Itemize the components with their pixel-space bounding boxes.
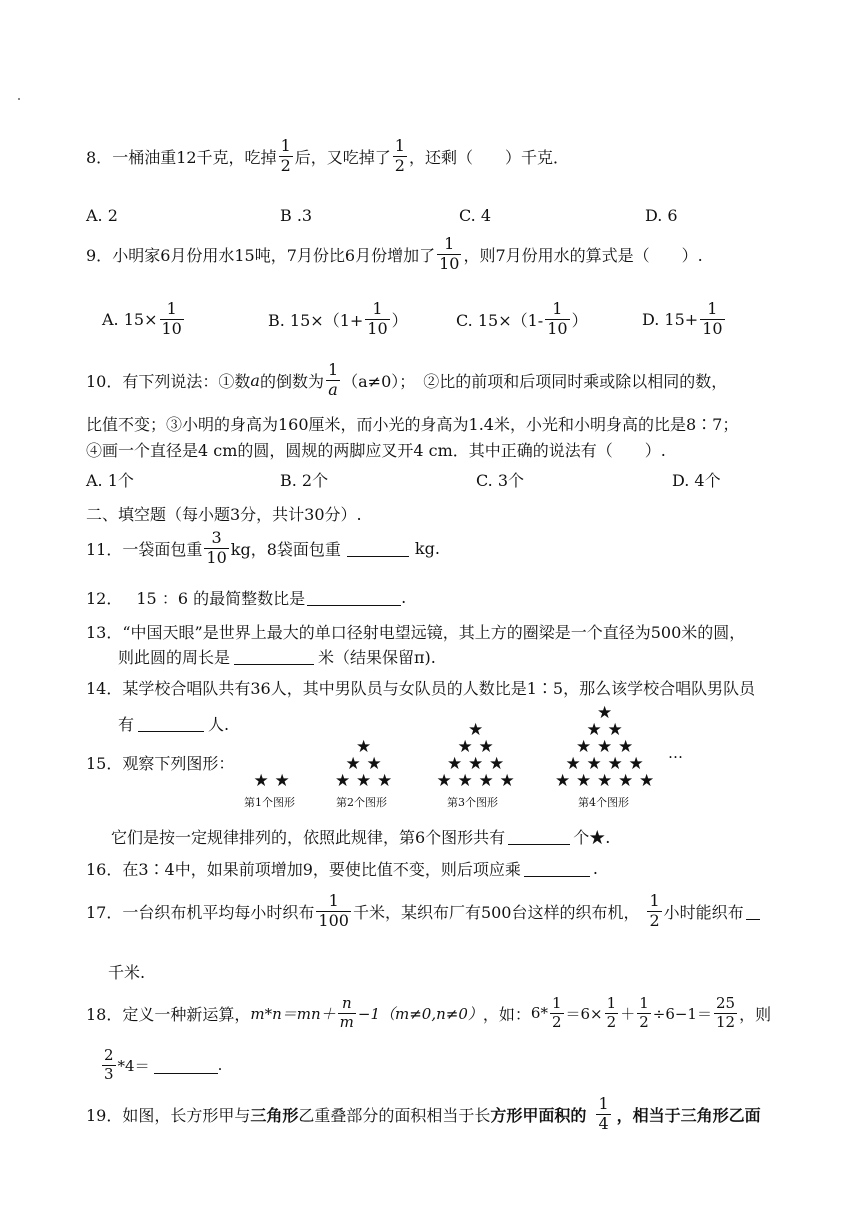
q18-example-2: ＝6× — [565, 1004, 603, 1023]
q13-text-2: 则此圆的周长是 — [118, 648, 231, 667]
q18-fraction-line2: $\frac{2}{3}$ — [104, 1046, 114, 1083]
star-icon: ★ — [356, 771, 372, 791]
q18-answer-blank[interactable] — [154, 1057, 218, 1074]
question-15 — [86, 751, 234, 774]
star-icon: ★ — [597, 703, 613, 723]
q18-example-1: 6* — [530, 1004, 548, 1023]
star-icon: ★ — [628, 754, 644, 774]
question-8 — [86, 138, 569, 175]
question-18 — [86, 996, 771, 1031]
star-icon: ★ — [478, 771, 494, 791]
q17-fraction-1: $\frac{1}{100}$ — [318, 891, 349, 930]
star-icon: ★ — [478, 737, 494, 757]
q19-text-1: 如图，长方形甲与 — [122, 1105, 251, 1125]
q8-text-1: 一桶油重12千克，吃掉 — [112, 147, 277, 167]
star-icon: ★ — [607, 754, 623, 774]
q18-fraction-b: $\frac{1}{2}$ — [606, 994, 617, 1031]
q8-option-d: D. 6 — [645, 206, 678, 225]
q10-line-2: 比值不变；③小明的身高为160厘米，而小光的身高为1.4米，小光和小明身高的比是8∶7； — [86, 415, 739, 434]
question-13 — [86, 620, 745, 643]
q11-text-2: kg，8袋面包重 — [230, 539, 341, 559]
q14-text-2: 有 — [118, 715, 135, 734]
star-icon: ★ — [576, 737, 592, 757]
q13-number: 13． — [86, 623, 123, 642]
q18-example-4: ÷6−1＝ — [652, 1004, 712, 1023]
q18-fraction-nm: $\frac{n}{m}$ — [339, 994, 354, 1031]
q19-number: 19． — [86, 1105, 123, 1125]
q9-text-2: ，则7月份用水的算式是（ ）. — [463, 245, 703, 265]
q19-bold-3: ，相当于三角形乙面 — [616, 1105, 761, 1125]
q10-text-1: 有下列说法：①数 — [122, 371, 251, 391]
figure-3-caption: 第3个图形 — [447, 796, 498, 809]
star-icon: ★ — [639, 771, 655, 791]
q8-fraction-1: $\frac{1}{2}$ — [280, 136, 291, 175]
question-18-line-2 — [100, 1048, 222, 1083]
question-14-line-2 — [118, 712, 229, 735]
q18-text-1: 定义一种新运算， — [122, 1004, 251, 1024]
q12-text-1: 15 ：6 的最简整数比是 — [136, 589, 306, 608]
star-icon: ★ — [597, 771, 613, 791]
q11-number: 11． — [86, 539, 123, 559]
q15-number: 15． — [86, 754, 123, 773]
q12-answer-blank[interactable] — [307, 589, 401, 606]
q10-option-b: B. 2个 — [280, 471, 329, 490]
star-icon: ★ — [366, 754, 382, 774]
figure-1-caption: 第1个图形 — [244, 796, 295, 809]
star-icon: ★ — [457, 737, 473, 757]
q10-text-2: 的倒数为 — [259, 371, 324, 391]
star-icon: ★ — [345, 754, 361, 774]
q8-option-b: B .3 — [280, 206, 313, 225]
q17-answer-blank[interactable] — [746, 903, 760, 920]
question-11 — [86, 530, 440, 567]
q14-text-3: 人. — [208, 715, 230, 734]
q10-option-c: C. 3个 — [476, 471, 525, 490]
question-10 — [86, 362, 727, 399]
question-13-line-2 — [118, 645, 436, 668]
question-12 — [86, 586, 406, 609]
question-14 — [86, 676, 755, 699]
q15-text-1: 观察下列图形： — [122, 754, 235, 773]
q8-option-a: A. 2 — [86, 206, 118, 225]
star-icon: ★ — [586, 754, 602, 774]
q15-text-2: 它们是按一定规律排列的，依照此规律，第6个图形共有 — [111, 828, 506, 847]
q19-text-2: 乙重叠部分的面积相当于长 — [298, 1105, 491, 1125]
star-icon: ★ — [576, 771, 592, 791]
q11-answer-blank[interactable] — [347, 540, 409, 557]
q19-fraction: $\frac{1}{4}$ — [598, 1094, 609, 1133]
section-2-heading: 二、填空题（每小题3分，共计30分）. — [86, 505, 362, 524]
star-icon: ★ — [447, 754, 463, 774]
q11-fraction: $\frac{3}{10}$ — [206, 528, 227, 567]
star-icon: ★ — [618, 771, 634, 791]
q14-answer-blank[interactable] — [138, 715, 204, 732]
q10-line-3: ④画一个直径是4 cm的圆，圆规的两脚应叉开4 cm．其中正确的说法有（ ）. — [86, 441, 666, 460]
q17-number: 17． — [86, 902, 123, 922]
q8-text-2: 后，又吃掉了 — [294, 147, 391, 167]
star-icon: ★ — [436, 771, 452, 791]
figure-4-caption: 第4个图形 — [578, 796, 629, 809]
q15-text-3: 个★. — [573, 828, 611, 847]
q11-text-3: kg. — [414, 538, 440, 558]
figure-2-caption: 第2个图形 — [336, 796, 387, 809]
q10-text-3: （a≠0）； ②比的前项和后项同时乘或除以相同的数， — [342, 371, 728, 391]
star-icon: ★ — [555, 771, 571, 791]
star-icon: ★ — [565, 754, 581, 774]
star-icon: ★ — [607, 720, 623, 740]
q17-text-2: 千米，某织布厂有500台这样的织布机， — [352, 902, 640, 922]
q18-example-3: ＋ — [620, 1004, 636, 1023]
q19-bold-1: 三角形 — [250, 1105, 299, 1125]
q9-option-a: A. 15× $\frac{1}{10}$ — [102, 299, 182, 338]
q8-text-3: ，还剩（ ）千克． — [408, 147, 569, 167]
scan-speck — [18, 98, 20, 100]
star-icon: ★ — [499, 771, 515, 791]
star-icon: ★ — [274, 771, 290, 791]
q18-line2-end: . — [217, 1056, 223, 1075]
q17-text-3: 小时能织布 — [663, 902, 744, 922]
q8-fraction-2: $\frac{1}{2}$ — [394, 136, 405, 175]
q11-text-1: 一袋面包重 — [122, 539, 203, 559]
q18-expression-1: m*n＝mn＋ — [250, 1004, 336, 1023]
q10-option-a: A. 1个 — [86, 471, 134, 490]
star-icon: ★ — [335, 771, 351, 791]
star-icon: ★ — [618, 737, 634, 757]
star-icon: ★ — [253, 771, 269, 791]
q9-option-b: B. 15×（1+ $\frac{1}{10}$ ） — [268, 299, 408, 338]
question-19 — [86, 1096, 761, 1133]
q9-number: 9． — [86, 245, 113, 265]
q14-text-1: 某学校合唱队共有36人，其中男队员与女队员的人数比是1∶5，那么该学校合唱队男队员 — [122, 679, 756, 698]
q12-number: 12． — [86, 589, 123, 608]
q18-text-3: ，则 — [739, 1004, 772, 1024]
star-icon: ★ — [597, 737, 613, 757]
q9-option-c: C. 15×（1- $\frac{1}{10}$ ） — [456, 299, 588, 338]
figure-ellipsis: … — [668, 744, 683, 762]
q18-fraction-a: $\frac{1}{2}$ — [551, 994, 562, 1031]
q18-fraction-c: $\frac{1}{2}$ — [639, 994, 649, 1031]
star-icon: ★ — [468, 720, 484, 740]
q13-text-1: “中国天眼”是世界上最大的单口径射电望远镜，其上方的圈梁是一个直径为500米的圆， — [122, 623, 746, 642]
q13-answer-blank[interactable] — [234, 648, 314, 665]
q18-expression-2: −1（m≠0,n≠0） — [357, 1004, 483, 1023]
q13-text-3: 米（结果保留π). — [318, 648, 436, 667]
question-15-line-2 — [111, 825, 610, 848]
q18-text-2: ，如： — [482, 1004, 531, 1024]
q10-variable: a — [250, 370, 260, 390]
q14-number: 14． — [86, 679, 123, 698]
q18-fraction-d: $\frac{25}{12}$ — [715, 994, 736, 1031]
q9-text-1: 小明家6月份用水15吨，7月份比6月份增加了 — [112, 245, 436, 265]
question-17 — [86, 893, 760, 930]
q8-number: 8． — [86, 147, 113, 167]
q8-option-c: C. 4 — [459, 206, 492, 225]
star-icon: ★ — [377, 771, 393, 791]
q18-line2-text: *4＝ — [117, 1056, 150, 1075]
q16-answer-blank[interactable] — [524, 860, 590, 877]
q19-bold-2: 方形甲面积的 — [490, 1105, 587, 1125]
q17-text-1: 一台织布机平均每小时织布 — [122, 902, 315, 922]
q18-number: 18． — [86, 1004, 123, 1024]
q9-fraction: $\frac{1}{10}$ — [439, 234, 460, 273]
q16-text-1: 在3∶4中，如果前项增加9，要使比值不变，则后项应乘 — [122, 860, 521, 879]
q16-text-2: . — [592, 859, 599, 878]
q10-option-d: D. 4个 — [672, 471, 721, 490]
q17-text-4: 千米. — [108, 963, 146, 982]
star-icon: ★ — [468, 754, 484, 774]
q16-number: 16． — [86, 860, 123, 879]
question-9 — [86, 236, 703, 273]
q17-fraction-2: $\frac{1}{2}$ — [649, 891, 660, 930]
question-16 — [86, 857, 598, 880]
q15-answer-blank[interactable] — [508, 828, 570, 845]
q12-text-2: . — [401, 588, 407, 607]
star-icon: ★ — [586, 720, 602, 740]
star-icon: ★ — [489, 754, 505, 774]
star-icon: ★ — [356, 737, 372, 757]
q10-fraction: $\frac{1}{a}$ — [327, 360, 339, 399]
star-icon: ★ — [457, 771, 473, 791]
q10-number: 10． — [86, 371, 123, 391]
q9-option-d: D. 15+ $\frac{1}{10}$ — [642, 299, 723, 338]
